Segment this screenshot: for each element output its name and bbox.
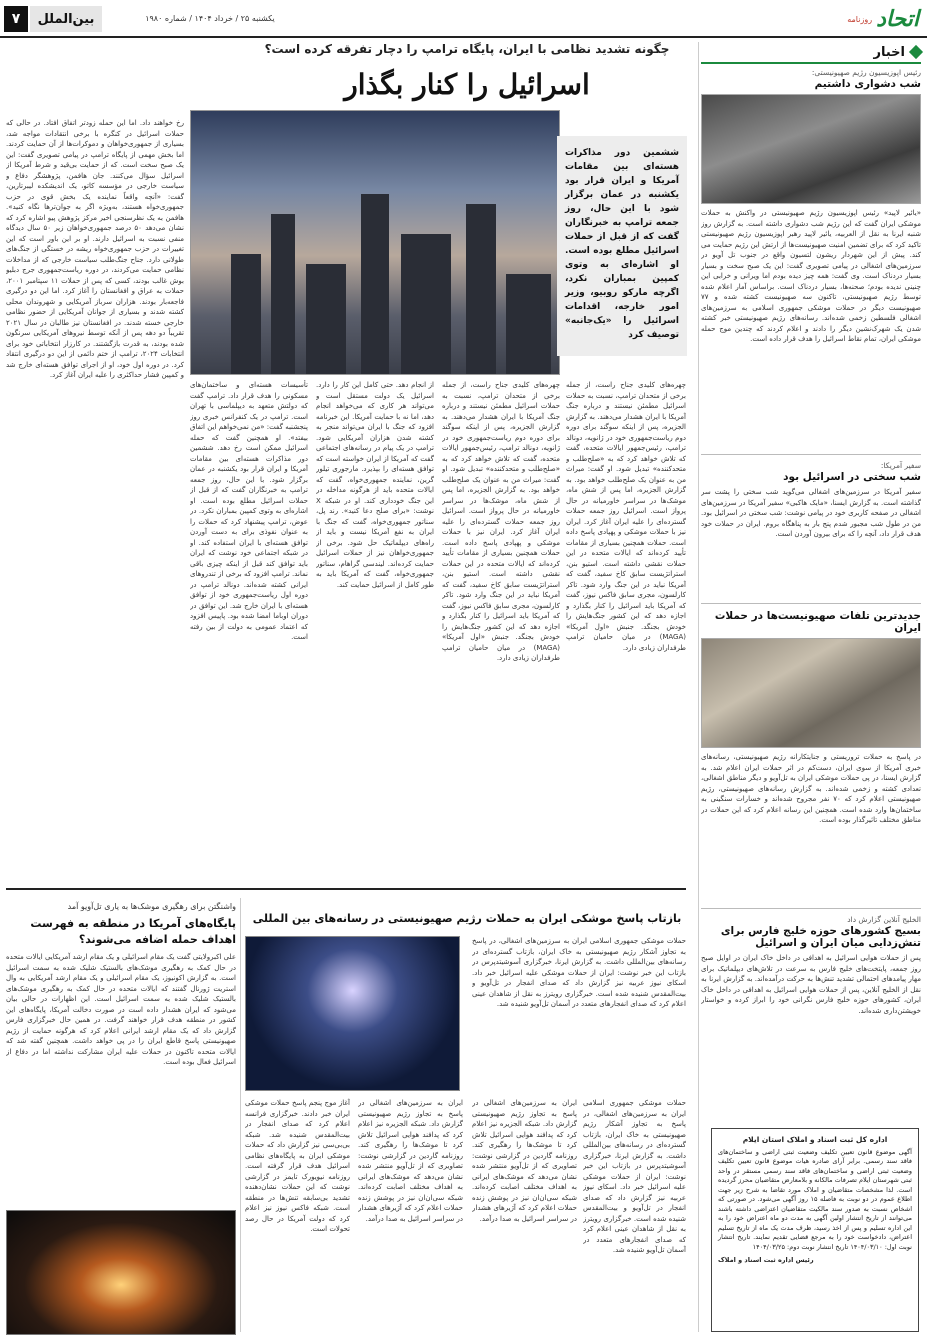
sidebar-heading-label: اخبار (873, 44, 905, 60)
news-title: جدیدترین تلفات صهیونیست‌ها در حملات ایران (714, 610, 921, 634)
notice-title: اداره کل ثبت اسناد و املاک استان ایلام (742, 1135, 888, 1144)
news-body: در پاسخ به حملات تروریستی و جنایتکارانه رژیم صهیونیستی، رسانه‌های خبری آمریکا از سوی ایران، دست‌کم در اثر حملات ایران اعلام شد. به گزارش ایسنا، در پی حملات موشکی ایران به تل‌آویو و دیگر مناطق اشغالی، تعدادی کشته و زخمی شده‌اند. به گزارش رسانه‌های صهیونیستی، رژیم صهیونیستی اعلام کرد که ۷۰ نفر مجروح شده‌اند و خسارات سنگینی به ساختمان‌ها وارد شده است. همچنین این رسانه اعلام کرد که این حملات در مناطق مختلف تاثیرگذار بوده است. (701, 753, 921, 824)
section-label: بین‌الملل (30, 6, 102, 32)
article-column: چهره‌های کلیدی جناح راست، از جمله برخی از متحدان ترامپ، نسبت به حملات اسرائیل مطمئن نیستند و درباره جنگ آمریکا با ایران هشدار می‌دهند. به گزارش الجزیره، پس از اینکه سوگند برای دوره دوم ریاست‌جمهوری خود در ژانویه، دونالد ترامپ، رئیس‌جمهور ایالات متحده، گفت که تلاش خواهد کرد که به «صلح‌طلب و متحدکننده» تبدیل شود. او گفت: میراث من به عنوان یک صلح‌طلب خواهد بود. به گزارش الجزیره، اما پس از شش ماه، موشک‌ها در سراسر خاورمیانه در حال پرواز است. اسرائیل روز جمعه حملات گسترده‌ای را علیه ایران آغاز کرد. ایران نیز با حملات موشکی و پهپادی پاسخ داده است. حملات همچنین بسیاری از مقامات تأیید کرده‌اند که ایالات متحده در این حملات نقشی داشته است. استیو بنن، استراتژیست سابق کاخ سفید، گفت که آمریکا نباید در این جنگ وارد شود. تاکر کارلسون، مجری سابق فاکس نیوز، گفت که آمریکا باید اسرائیل را کنار بگذارد و اجازه دهد که این کشور جنگ‌هایش را خودش بجنگد. جنبش «اول آمریکا» (MAGA) در میان حامیان ترامپ طرفداران زیادی دارد. (442, 381, 560, 662)
lead-photo (190, 110, 560, 375)
news-kicker: الخلیج آنلاین گزارش داد (847, 915, 921, 924)
article-column: چهره‌های کلیدی جناح راست، از جمله برخی از متحدان ترامپ، نسبت به حملات اسرائیل مطمئن نیستند و درباره جنگ آمریکا با ایران هشدار می‌دهند. به گزارش الجزیره، پس از اینکه سوگند برای دوره دوم ریاست‌جمهوری خود در ژانویه، دونالد ترامپ، رئیس‌جمهور ایالات متحده، گفت که تلاش خواهد کرد که به «صلح‌طلب و متحدکننده» تبدیل شود. او گفت: میراث من به عنوان یک صلح‌طلب خواهد بود. به گزارش الجزیره، اما پس از شش ماه، موشک‌ها در سراسر خاورمیانه در حال پرواز است. اسرائیل روز جمعه حملات گسترده‌ای را علیه ایران آغاز کرد. ایران نیز با حملات موشکی و پهپادی پاسخ داده است. حملات همچنین بسیاری از مقامات تأیید کرده‌اند که ایالات متحده در این حملات نقشی داشته است. استیو بنن، استراتژیست سابق کاخ سفید، گفت که آمریکا نباید در این جنگ وارد شود. تاکر کارلسون، مجری سابق فاکس نیوز، گفت که آمریکا باید اسرائیل را کنار بگذارد و اجازه دهد که این کشور جنگ‌هایش را خودش بجنگد. جنبش «اول آمریکا» (MAGA) در میان حامیان ترامپ طرفداران زیادی دارد. (566, 381, 686, 652)
article-column: تأسیسات هسته‌ای و ساختمان‌های مسکونی را هدف قرار داد. ترامپ گفت که دولتش متعهد به دیپلماسی با تهران است. ترامپ در یک کنفرانس خبری روز پنجشنبه گفت: «من نمی‌خواهم این اتفاق بیفتد». او همچنین گفت که حمله اسرائیل ممکن است رخ دهد. ششمین دور مذاکرات هسته‌ای بین مقامات آمریکا و ایران قرار بود یکشنبه در عمان برگزار شود. با این حال، روز جمعه ترامپ به خبرنگاران گفت که از قبل از حملات اسرائیل مطلع بوده است. او اشاره‌ای به وتوی کمپین بمباران نکرد. در عوض، ترامپ پیشنهاد کرد که حملات را به عنوان نفوذی برای به دست آوردن توافق هسته‌ای با ایران استفاده کند. او در شبکه اجتماعی خود نوشت که ایران باید توافق کند قبل از اینکه چیزی باقی نماند. ترامپ افزود که برخی از تندروهای ایرانی کشته شده‌اند. دونالد ترامپ در دوره اول ریاست‌جمهوری خود از توافق هسته‌ای با ایران خارج شد. این توافق در دوران اوباما امضا شده بود. پاپیس افزود که اعتماد عمومی به دولت از بین رفته است. (190, 381, 308, 641)
logo-text: اتحاد (876, 6, 919, 32)
pull-quote: ششمین دور مذاکرات هسته‌ای بین مقامات آمریکا و ایران قرار بود یکشنبه در عمان برگزار شود با این حال، روز جمعه ترامپ به خبرنگاران گفت که از قبل از حملات اسرائیل مطلع بوده است. او اشاره‌ای به وتوی کمپین بمباران نکرد، اگرچه مارکو روبیو، وزیر امور خارجه، اقدامات اسرائیل را «یک‌جانبه» توصیف کرد (557, 136, 687, 356)
news-title: شب سختی در اسرائیل بود (783, 471, 921, 483)
article-column: آغاز موج پنجم پاسخ حملات موشکی ایران خبر دادند. خبرگزاری فرانسه اعلام کرد که صدای انفجار در بیت‌المقدس شنیده شد. شبکه بی‌بی‌سی نیز گزارش داد که حملات موشکی ایران به پایگاه‌های نظامی اسرائیل هدف قرار گرفته است. روزنامه نیویورک تایمز در گزارشی نوشت که این حملات نشان‌دهنده تشدید بی‌سابقه تنش‌ها در منطقه است. شبکه فاکس نیوز نیز اعلام کرد که دولت آمریکا در حال رصد تحولات است. (245, 1099, 350, 1233)
notice-signature: رئیس اداره ثبت اسناد و املاک (718, 1256, 814, 1264)
lead-kicker: چگونه تشدید نظامی با ایران، پایگاه ترامپ را دچار تفرقه کرده است؟ (264, 42, 670, 56)
news-body: «یائیر لاپید» رئیس اپوزیسیون رژیم صهیونیستی در واکنش به حملات موشکی ایران گفت که این رژیم شب دشواری داشته است. به گزارش روز شنبه ایرنا به نقل از العربیه، یائیر لاپید رهبر اپوزیسیون رژیم صهیونیستی تاکید کرد که برای تضمین امنیت صهیونیست‌ها از ارتش این رژیم حمایت می کند. پیش از این شهردار ریشون لتسیون واقع در جنوب تل آویو در سرزمین‌های اشغالی در پیامی تصویری گفت: این یک صبح سخت و بسیار بسیار دردناک است. وی گفت: همه چیز دیده بودم اما ویرانی و خرابی این چنینی ندیده بودم؛ صحنه‌ها، بسیار دردناک است. براساس آمار اعلام شده توسط رژیم صهیونیستی، تاکنون سه صهیونیست کشته شده و ۷۷ صهیونیست دیگر در حملات موشکی جمهوری اسلامی به سرزمین‌های اشغالی فلسطین زخمی شده‌اند. رسانه‌های رژیم صهیونیستی خبر کشته شدن یک شهرک‌نشین دیگر را دادند و اعلام کردند که چندین موج حمله موشکی ایران، تمام نقاط اسرائیل را هدف قرار داده است. (701, 209, 921, 343)
page-number: ۷ (4, 6, 28, 32)
article-column: از انجام دهد. حتی کامل این کار را دارد. اسرائیل یک دولت مستقل است و می‌تواند هر کاری که می‌خواهد انجام دهد، اما نه با حمایت آمریکا. این خبرنامه افزود که جنگ با ایران می‌تواند منجر به کشته شدن هزاران آمریکایی شود. ترامپ در یک پیام در رسانه‌های اجتماعی گفت که آمریکا از ایران خواسته است که توافق هسته‌ای را بپذیرد. مارجوری تیلور گرین، نماینده جمهوری‌خواه، گفت که ایالات متحده باید از هرگونه مداخله در این جنگ خودداری کند. او در شبکه X نوشت: «برای صلح دعا کنید». رند پل، سناتور جمهوری‌خواه، گفت که جنگ با ایران به نفع آمریکا نیست و باید از راه‌های دیپلماتیک حل شود. برخی از جمهوری‌خواهان نیز از حملات اسرائیل حمایت کرده‌اند. لیندسی گراهام، سناتور جمهوری‌خواه، گفت که آمریکا باید به طور کامل از اسرائیل حمایت کند. (316, 381, 434, 589)
legal-notice (711, 1128, 919, 1332)
news-photo (701, 638, 921, 748)
masthead (0, 0, 927, 38)
news-body: پس از حملات هوایی اسرائیل به اهدافی در داخل خاک ایران در اوایل صبح روز جمعه، پایتخت‌های خلیج فارس به سرعت در تلاش‌های دیپلماتیک برای مهار پیامدهای احتمالی تشدید تنش‌ها به حرکت درآمده‌اند. به گزارش ایرنا به نقل از الخلیج آنلاین، پس از حملات هوایی اسرائیل به اهدافی در داخل خاک ایران، کشورهای حوزه خلیج فارس نگرانی خود را ابراز کرده و خواستار خویشتن‌داری شده‌اند. (701, 954, 921, 1015)
issue-date: یکشنبه ۲۵ / خرداد ۱۴۰۴ / شماره ۱۹۸۰ (145, 14, 275, 23)
news-title: بسیج کشورهای حوزه خلیج فارس برای تنش‌زدایی میان ایران و اسرائیل (720, 925, 921, 949)
notice-body: آگهی موضوع قانون تعیین تکلیف وضعیت ثبتی اراضی و ساختمان‌های فاقد سند رسمی. برابر آرای صادره هیات موضوع قانون تعیین تکلیف وضعیت ثبتی اراضی و ساختمان‌های فاقد سند رسمی مستقر در واحد ثبتی شهرستان ایلام تصرفات مالکانه و بلامعارض متقاضیان محرز گردیده است. لذا مشخصات متقاضیان و املاک مورد تقاضا به شرح زیر جهت اطلاع عموم در دو نوبت به فاصله ۱۵ روز آگهی می‌شود. در صورتی که اشخاص نسبت به صدور سند مالکیت متقاضیان اعتراضی داشته باشند می‌توانند از تاریخ انتشار اولین آگهی به مدت دو ماه اعتراض خود را به این اداره تسلیم و پس از اخذ رسید، ظرف مدت یک ماه از تاریخ تسلیم اعتراض، دادخواست خود را به مرجع قضایی تقدیم نمایند. تاریخ انتشار نوبت اول: ۱۴۰۴/۰۳/۱۰ تاریخ انتشار نوبت دوم: ۱۴۰۴/۰۳/۲۵ (718, 1147, 912, 1251)
article-column: ایران به سرزمین‌های اشغالی در پاسخ به تجاوز رژیم صهیونیستی گزارش داد. شبکه الجزیره نیز اعلام کرد که پدافند هوایی اسرائیل تلاش کرد تا موشک‌ها را رهگیری کند. روزنامه گاردین در گزارشی نوشت: تصاویری که از تل‌آویو منتشر شده نشان می‌دهد که موشک‌های ایرانی به اهداف مختلف اصابت کرده‌اند. شبکه سی‌ان‌ان نیز در پوشش زنده حملات اعلام کرد که آژیرهای هشدار در سراسر اسرائیل به صدا درآمد. (358, 1099, 463, 1223)
news-kicker: رئیس اپوزیسیون رژیم صهیونیستی: (811, 68, 921, 77)
column-rule (698, 42, 699, 1332)
article-column: ایران به سرزمین‌های اشغالی در پاسخ به تجاوز رژیم صهیونیستی گزارش داد. شبکه الجزیره نیز اعلام کرد که پدافند هوایی اسرائیل تلاش کرد تا موشک‌ها را رهگیری کند. روزنامه گاردین در گزارشی نوشت: تصاویری که از تل‌آویو منتشر شده نشان می‌دهد که موشک‌های ایرانی به اهداف مختلف اصابت کرده‌اند. شبکه سی‌ان‌ان نیز در پوشش زنده حملات اعلام کرد که آژیرهای هشدار در سراسر اسرائیل به صدا درآمد. (472, 1099, 577, 1223)
diamond-icon (909, 45, 923, 59)
missile-photo (245, 936, 460, 1091)
article-column: حملات موشکی جمهوری اسلامی ایران به سرزمین‌های اشغالی، در پاسخ به تجاوز آشکار رژیم صهیونیستی به خاک ایران، بازتاب گسترده‌ای در رسانه‌های بین‌المللی داشت. به گزارش ایرنا، خبرگزاری آسوشیتدپرس در بازتاب این خبر نوشت: ایران از حملات موشکی علیه اسرائیل خبر داد. اسکای نیوز عربیه نیز گزارش داد که صدای انفجار در تل‌آویو و بیت‌المقدس شنیده شده است. خبرگزاری رویترز به نقل از شاهدان عینی اعلام کرد که صدای انفجارهای متعدد در آسمان تل‌آویو شنیده شد. (472, 937, 686, 1008)
left-kicker: واشنگتن برای رهگیری موشک‌ها به یاری تل‌آویو آمد (67, 902, 236, 911)
column-rule (240, 898, 241, 1332)
newspaper-logo (809, 4, 919, 34)
divider (701, 454, 921, 455)
logo-subtitle: روزنامه (847, 14, 873, 24)
middle-headline: بازتاب پاسخ موشکی ایران به حملات رژیم صهیونیستی در رسانه‌های بین المللی (252, 912, 682, 925)
sidebar-heading (701, 42, 921, 64)
explosion-photo (6, 1210, 236, 1335)
section-divider (6, 888, 686, 890)
article-column: حملات موشکی جمهوری اسلامی ایران به سرزمین‌های اشغالی، در پاسخ به تجاوز آشکار رژیم صهیونیستی به خاک ایران، بازتاب گسترده‌ای در رسانه‌های بین‌المللی داشت. به گزارش ایرنا، خبرگزاری آسوشیتدپرس در بازتاب این خبر نوشت: ایران از حملات موشکی علیه اسرائیل خبر داد. اسکای نیوز عربیه نیز گزارش داد که صدای انفجار در تل‌آویو و بیت‌المقدس شنیده شده است. خبرگزاری رویترز به نقل از شاهدان عینی اعلام کرد که صدای انفجارهای متعدد در آسمان تل‌آویو شنیده شد. (583, 1099, 686, 1254)
news-kicker: سفیر آمریکا: (880, 461, 921, 470)
left-headline: پایگاه‌های آمریکا در منطقه به فهرست اهداف حمله اضافه می‌شوند؟ (30, 917, 236, 946)
news-body: سفیر آمریکا در سرزمین‌های اشغالی می‌گوید شب سختی را پشت سر گذاشته است. به گزارش ایسنا، «مایک هاکبی» سفیر آمریکا در سرزمین‌های اشغالی در صفحه کاربری خود در پیامی نوشت: شب سختی در اسرائیل بود. من در طول شب مجبور شدم پنج بار به پناهگاه بروم. ایران در حملات خود هدف قرار داد، آنچه را که برای بیرون آوردن است. (701, 488, 921, 538)
article-column: رخ خواهند داد. اما این حمله زودتر اتفاق افتاد. در حالی که حملات اسرائیل در کنگره با برخی انتقادات مواجه شد، بسیاری از جمهوری‌خواهان و دموکرات‌ها از آن حمایت کردند. اما بخش مهمی از پایگاه ترامپ در پیامی تصویری گفت: این یک صبح سخت است. که از حمایت بی‌قید و شرط آمریکا از اسرائیل سؤال می‌کنند. جان هافمن، پژوهشگر دفاع و سیاست خارجی در مؤسسه کاتو، یک اندیشکده لیبرتارین، گفت: «آنچه واقعاً نماینده یک بخش قوی در حزب جمهوری‌خواه هستند، به‌ویژه اگر به جوان‌ترها نگاه کنید». هافمن به یک نظرسنجی اخیر مرکز پژوهش پیو اشاره کرد که نشان می‌دهد ۵۰ درصد جمهوری‌خواهان زیر ۵۰ سال دیدگاه منفی نسبت به اسرائیل دارند. او بر این باور است که این تغییرات در حزب جمهوری‌خواه ریشه در خستگی از جنگ‌های طولانی دارد. جناح جنگ‌طلب سیاست خارجی که از مداخلات نظامی حمایت می‌کردند، در دوره ریاست‌جمهوری جرج دبلیو بوش غالب بودند، کسی که پس از حملات ۱۱ سپتامبر ۲۰۰۱، حملات به عراق و افغانستان را آغاز کرد. اما این دو درگیری فاجعه‌بار بودند. هزاران سرباز آمریکایی و شهروندان محلی کشته شدند و بسیاری از جوانان آمریکایی از حضور نظامی خارجی خسته شدند. در افغانستان نیز طالبان در سال ۲۰۲۱ تقریباً دو دهه پس از آنکه توسط نیروهای آمریکایی سرنگون شده بودند، به قدرت بازگشتند. در کارزار انتخاباتی خود برای انتخابات ۲۰۲۴، ترامپ از ختم دائمی از این دو درگیری انتقاد کرد. در دوره اول خود، او از اجرای توافق هسته‌ای خارج شد و کمپین فشار حداکثری را علیه ایران آغاز کرد. (6, 119, 184, 379)
lead-headline: اسرائیل را کنار بگذار (344, 68, 590, 101)
divider (701, 603, 921, 604)
news-title: شب دشواری داشتیم (814, 78, 921, 90)
article-column: علی اکبرولایتی گفت یک مقام اسرائیلی و یک مقام ارشد آمریکایی ایالات متحده در حال کمک به رهگیری موشک‌های بالستیک شلیک شده به سمت اسرائیل است. به گزارش اکونیوز، یک مقام اسرائیلی و یک مقام ارشد آمریکایی به وال استریت ژورنال گفتند که ایالات متحده در حال کمک به رهگیری موشک‌های بالستیک شلیک شده به سمت اسرائیل است. این اظهارات در حالی بیان می‌شود که ایران هشدار داده است در صورت دخالت آمریکا، پایگاه‌های این کشور در منطقه هدف قرار خواهند گرفت. در همین حال خبرگزاری فارس گزارش داد که یک مقام ارشد ایرانی اعلام کرد که هرگونه حمایت از رژیم صهیونیستی پاسخ قاطع ایران را در پی خواهد داشت. همچنین گفته شد که ایالات متحده تاکنون در حملات علیه ایران مشارکت نداشته اما در دفاع از اسرائیل فعال بوده است. (6, 953, 236, 1066)
news-photo (701, 94, 921, 204)
divider (701, 908, 921, 909)
